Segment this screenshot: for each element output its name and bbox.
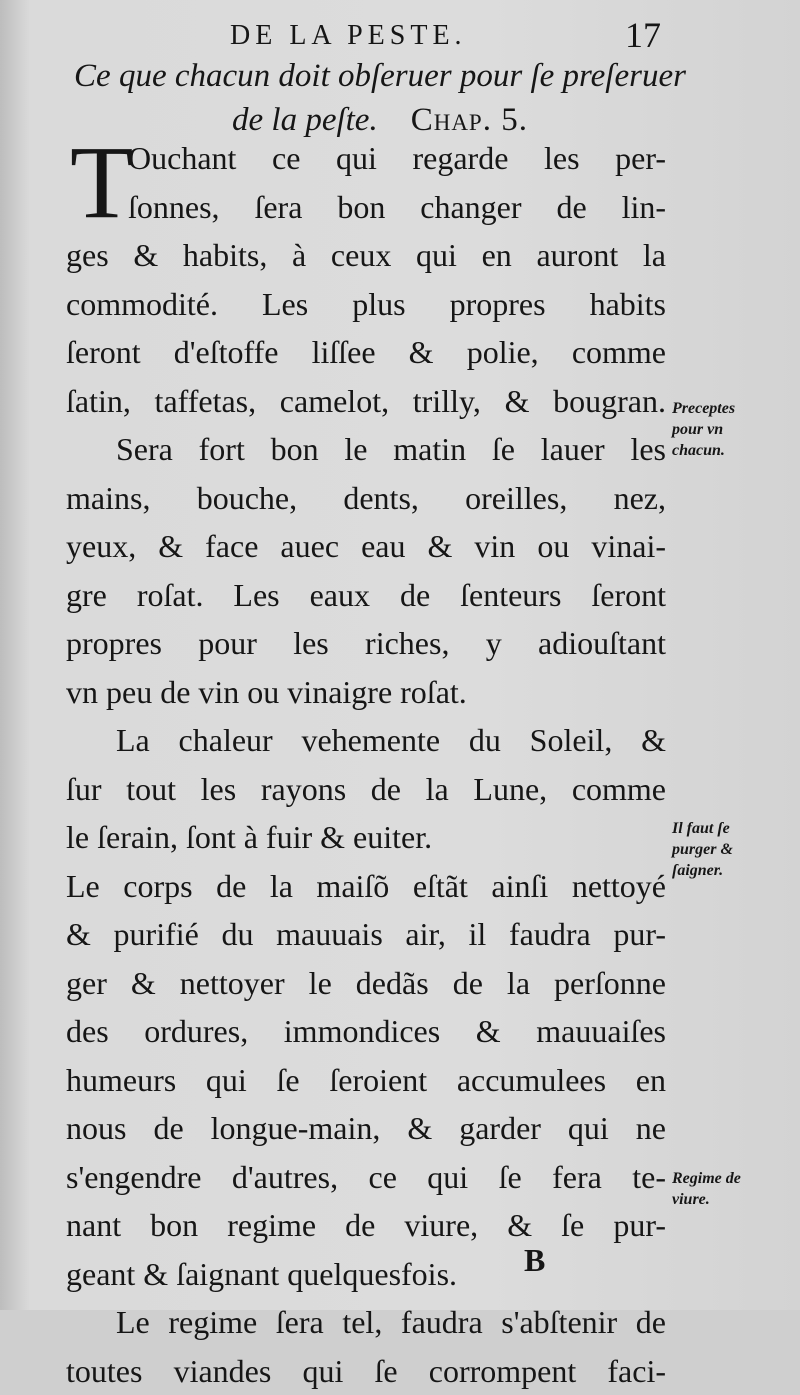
gloss-line: viure. (672, 1189, 797, 1210)
text-line: yeux, & face auec eau & vin ou vinai- (66, 522, 666, 571)
page-number: 17 (625, 14, 661, 56)
text-line: ges & habits, à ceux qui en auront la (66, 231, 666, 280)
gloss-line: Il faut ſe (672, 818, 797, 839)
text-line: geant & ſaignant quelquesfois. (66, 1250, 666, 1299)
text-line: propres pour les riches, y adiouſtant (66, 619, 666, 668)
gloss-line: Preceptes (672, 398, 797, 419)
text-line: & purifié du mauuais air, il faudra pur- (66, 910, 666, 959)
text-line: ſonnes, ſera bon changer de lin- (66, 183, 666, 232)
text-line: des ordures, immondices & mauuaiſes (66, 1007, 666, 1056)
text-line: vn peu de vin ou vinaigre roſat. (66, 668, 666, 717)
running-head (0, 14, 800, 54)
text-line: ger & nettoyer le dedãs de la perſonne (66, 959, 666, 1008)
margin-gloss-preceptes (672, 398, 797, 461)
gloss-line: chacun. (672, 440, 797, 461)
margin-gloss-purger (672, 818, 797, 881)
text-line: mains, bouche, dents, oreilles, nez, (66, 474, 666, 523)
gloss-line: purger & (672, 839, 797, 860)
text-line: humeurs qui ſe ſeroient accumulees en (66, 1056, 666, 1105)
text-line: ſatin, taffetas, camelot, trilly, & bougran. (66, 377, 666, 426)
text-line: ſur tout les rayons de la Lune, comme (66, 765, 666, 814)
text-line: gre roſat. Les eaux de ſenteurs ſeront (66, 571, 666, 620)
gloss-line: ſaigner. (672, 860, 797, 881)
text-line: le ſerain, ſont à fuir & euiter. (66, 813, 666, 862)
signature-mark: B (524, 1242, 545, 1279)
gloss-line: pour vn (672, 419, 797, 440)
text-line: La chaleur vehemente du Soleil, & (66, 716, 666, 765)
text-line: nant bon regime de viure, & ſe pur- (66, 1201, 666, 1250)
text-line: commodité. Les plus propres habits (66, 280, 666, 329)
text-line: Ouchant ce qui regarde les per- (66, 134, 666, 183)
body-text (66, 134, 666, 1395)
chapter-heading-line2: de la peſte. (232, 102, 378, 138)
text-line: Le corps de la maiſõ eſtãt ainſi nettoyé (66, 862, 666, 911)
text-line: nous de longue-main, & garder qui ne (66, 1104, 666, 1153)
text-line: ſeront d'eſtoffe liſſee & polie, comme (66, 328, 666, 377)
text-line: toutes viandes qui ſe corrompent faci- (66, 1347, 666, 1395)
drop-cap: T (70, 138, 134, 228)
text-line: Le regime ſera tel, faudra s'abſtenir de (66, 1298, 666, 1347)
chapter-heading (70, 54, 690, 142)
chapter-number: Chap. 5. (411, 102, 528, 138)
text-line: Sera fort bon le matin ſe lauer les (66, 425, 666, 474)
text-line: s'engendre d'autres, ce qui ſe fera te- (66, 1153, 666, 1202)
chapter-heading-line1: Ce que chacun doit obſeruer pour ſe preſeruer (74, 58, 686, 94)
running-title: DE LA PESTE. (230, 20, 467, 52)
gloss-line: Regime de (672, 1168, 797, 1189)
margin-gloss-regime (672, 1168, 797, 1210)
